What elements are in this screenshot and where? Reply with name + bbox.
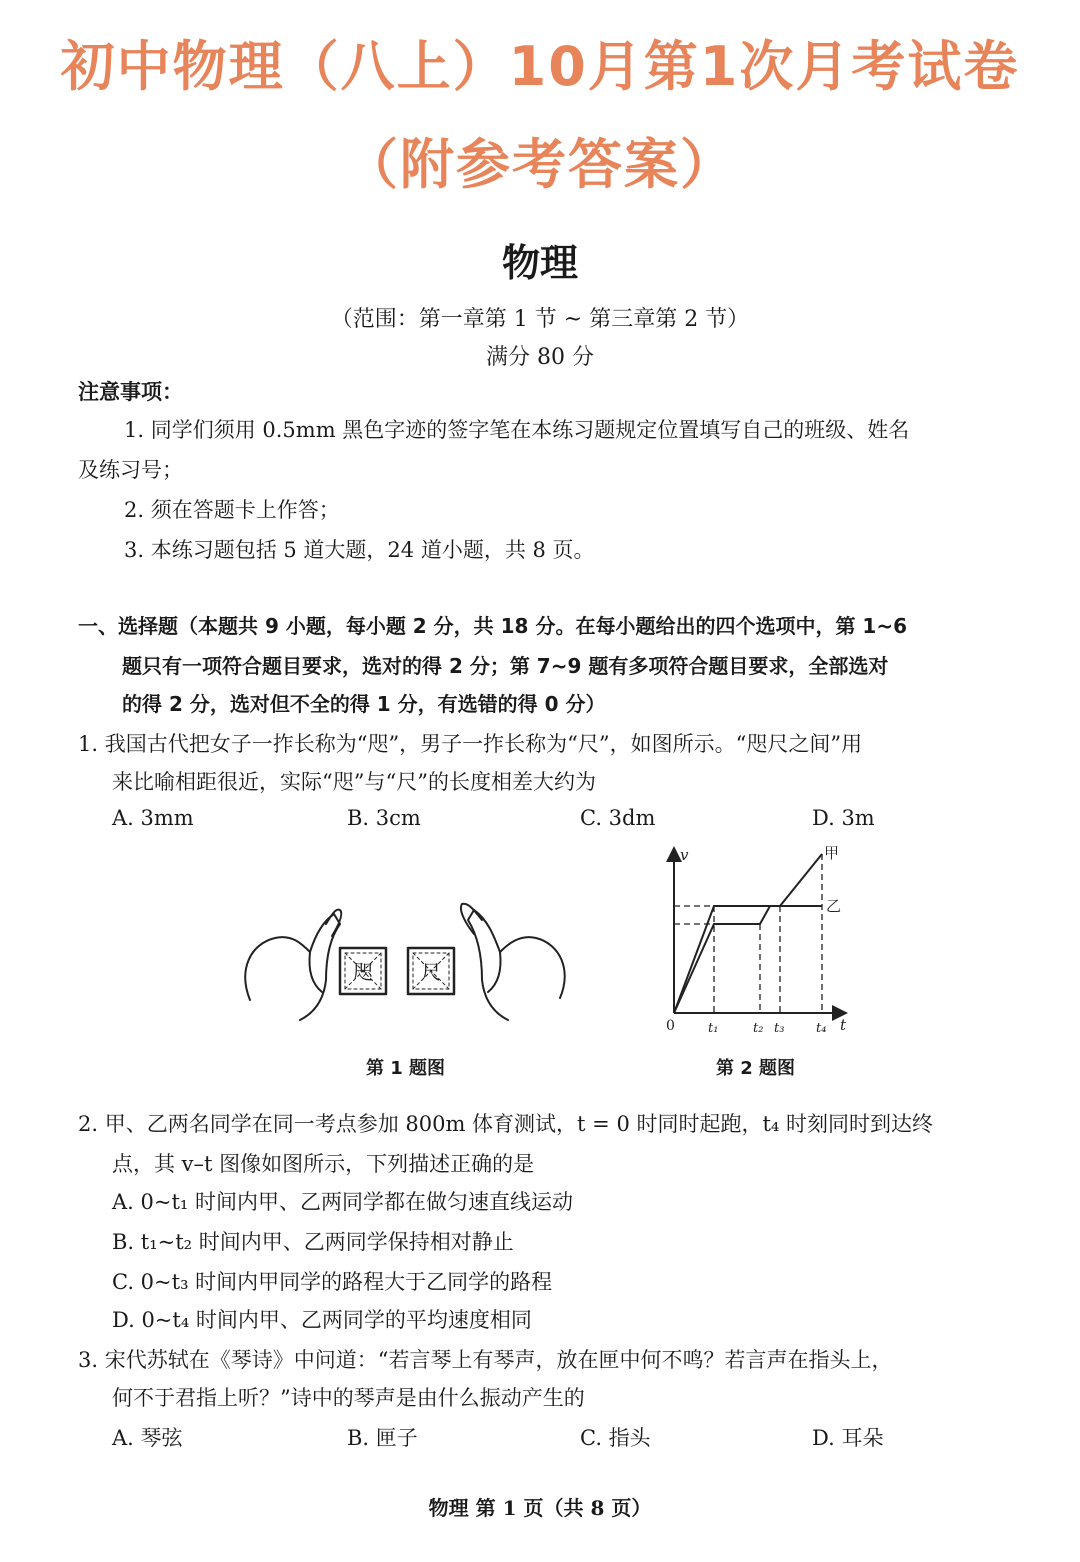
tick-t2: t₂ xyxy=(753,1021,764,1036)
notes-heading: 注意事项： xyxy=(78,380,183,404)
label-jia: 甲 xyxy=(824,844,840,862)
right-hand-index xyxy=(461,904,482,934)
axis-v-label: v xyxy=(680,846,689,864)
left-hand-outline xyxy=(245,914,340,1020)
q3-option-b: B. 匣子 xyxy=(347,1426,418,1450)
q1-figure-caption: 第 1 题图 xyxy=(366,1058,446,1079)
q3-option-c: C. 指头 xyxy=(580,1426,651,1450)
section1-heading: 一、选择题（本题共 9 小题，每小题 2 分，共 18 分。在每小题给出的四个选项中，第 1~6 xyxy=(78,614,907,638)
char-chi: 尺 xyxy=(421,960,441,984)
tick-t4: t₄ xyxy=(816,1021,827,1036)
q3-option-d: D. 耳朵 xyxy=(812,1426,884,1450)
doc-banner-title-line2: （附参考答案） xyxy=(344,133,736,196)
notes-item-1-cont: 及练习号； xyxy=(78,458,183,482)
q2-option-a: A. 0~t₁ 时间内甲、乙两同学都在做匀速直线运动 xyxy=(112,1190,574,1214)
notes-item-3: 3. 本练习题包括 5 道大题，24 道小题，共 8 页。 xyxy=(124,538,595,562)
right-hand-outline xyxy=(468,910,565,1020)
tick-t3: t₃ xyxy=(774,1021,785,1036)
q1-figure-hands xyxy=(230,880,580,1040)
axis-t-label: t xyxy=(840,1016,847,1034)
line-yi xyxy=(674,906,822,1013)
q2-option-c: C. 0~t₃ 时间内甲同学的路程大于乙同学的路程 xyxy=(112,1270,553,1294)
q2-option-d: D. 0~t₄ 时间内甲、乙两同学的平均速度相同 xyxy=(112,1308,532,1332)
label-yi: 乙 xyxy=(826,897,842,915)
q3-option-a: A. 琴弦 xyxy=(112,1426,183,1450)
left-hand-index xyxy=(326,910,341,936)
line-jia xyxy=(674,854,822,1013)
q1-option-d: D. 3m xyxy=(812,806,875,830)
origin-label: 0 xyxy=(666,1018,675,1034)
page-footer: 物理 第 1 页（共 8 页） xyxy=(428,1496,652,1520)
doc-banner-title-line1: 初中物理（八上）10月第1次月考试卷 xyxy=(60,35,1020,98)
q1-stem: 1. 我国古代把女子一拃长称为“咫”，男子一拃长称为“尺”，如图所示。“咫尺之间”用 xyxy=(78,732,863,756)
scope-line: （范围：第一章第 1 节 ~ 第三章第 2 节） xyxy=(330,307,750,332)
q1-option-b: B. 3cm xyxy=(347,806,421,830)
section1-heading-cont2: 的得 2 分，选对但不全的得 1 分，有选错的得 0 分） xyxy=(122,692,606,716)
q2-stem: 2. 甲、乙两名同学在同一考点参加 800m 体育测试，t = 0 时同时起跑，t₄ 时刻同时到达终 xyxy=(78,1112,934,1136)
q2-stem-cont: 点，其 v–t 图像如图所示，下列描述正确的是 xyxy=(112,1152,535,1176)
notes-item-1: 1. 同学们须用 0.5mm 黑色字迹的签字笔在本练习题规定位置填写自己的班级、姓名 xyxy=(124,418,910,442)
full-score-line: 满分 80 分 xyxy=(486,345,594,370)
section1-heading-cont1: 题只有一项符合题目要求，选对的得 2 分；第 7~9 题有多项符合题目要求，全部选对 xyxy=(122,654,889,678)
q2-figure-vt-graph xyxy=(652,838,862,1043)
q2-figure-caption: 第 2 题图 xyxy=(716,1058,796,1079)
left-hand-thumb xyxy=(310,952,323,992)
q1-option-a: A. 3mm xyxy=(112,806,194,830)
q1-stem-cont: 来比喻相距很近，实际“咫”与“尺”的长度相差大约为 xyxy=(112,770,596,794)
tick-t1: t₁ xyxy=(708,1021,719,1036)
q1-option-c: C. 3dm xyxy=(580,806,656,830)
char-zhi: 咫 xyxy=(353,960,373,984)
q2-option-b: B. t₁~t₂ 时间内甲、乙两同学保持相对静止 xyxy=(112,1230,514,1254)
right-hand-thumb xyxy=(488,952,501,992)
subject-title: 物理 xyxy=(501,241,578,285)
q3-stem-cont: 何不于君指上听？”诗中的琴声是由什么振动产生的 xyxy=(112,1386,585,1410)
q3-stem: 3. 宋代苏轼在《琴诗》中问道：“若言琴上有琴声，放在匣中何不鸣？若言声在指头上， xyxy=(78,1348,893,1372)
notes-item-2: 2. 须在答题卡上作答； xyxy=(124,498,340,522)
